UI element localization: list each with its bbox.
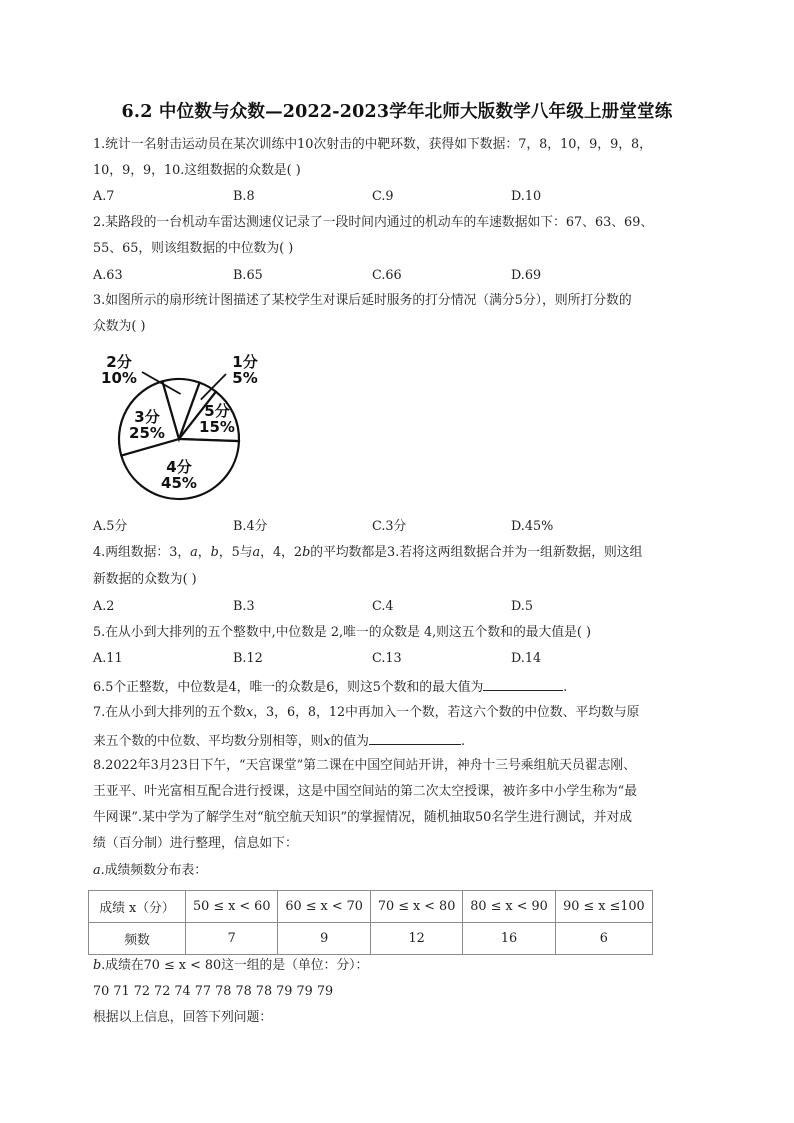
q7-text-a: 7.在从小到大排列的五个数 (93, 705, 246, 720)
q4-text-e: 的平均数都是3.若将这两组数据合并为一组新数据，则这组 (310, 545, 643, 560)
q4-var-a-2: a (252, 545, 261, 560)
q2-option-d: D.69 (511, 268, 542, 283)
table-row (89, 923, 653, 955)
table-header-cell: 成绩 x（分） (89, 891, 186, 923)
table-header-cell: 80 ≤ x < 90 (463, 891, 555, 923)
q4-option-c: C.4 (372, 599, 394, 614)
q5-line1: 5.在从小到大排列的五个整数中,中位数是 2,唯一的众数是 4,则这五个数和的最大值是( ) (93, 625, 591, 640)
q8-line2: 王亚平、叶光富相互配合进行授课，这是中国空间站的第二次太空授课，被许多中小学生称为“最 (93, 784, 638, 799)
pie-slice-percent-5: 10% (101, 369, 137, 387)
pie-slice-label-5: 2分 (106, 353, 132, 371)
q4-option-b: B.3 (233, 599, 255, 614)
q1-line2: 10，9，9，10.这组数据的众数是( ) (93, 163, 301, 178)
table-cell: 6 (555, 923, 652, 955)
q4-text-a: 4.两组数据：3， (93, 545, 191, 560)
pie-slice-label-3: 4分 (166, 458, 192, 476)
q8-prompt: 根据以上信息，回答下列问题： (93, 1010, 273, 1025)
q2-option-c: C.66 (372, 268, 402, 283)
q2-option-b: B.65 (233, 268, 263, 283)
q7-line2 (93, 731, 465, 750)
pie-slice-label-1: 1分 (232, 353, 258, 371)
q4-text-d: ，4，2 (260, 545, 303, 560)
table-cell: 9 (278, 923, 370, 955)
q6-text: 6.5个正整数，中位数是4，唯一的众数是6，则这5个数和的最大值为 (93, 680, 484, 695)
q8-part-b-text: .成绩在70 ≤ x < 80这一组的是（单位：分）： (101, 958, 369, 973)
q1-option-a: A.7 (93, 189, 115, 204)
q5-option-d: D.14 (511, 651, 542, 666)
q2-line1: 2.某路段的一台机动车雷达测速仪记录了一段时间内通过的机动车的车速数据如下：67、63、69、 (93, 215, 654, 230)
q4-option-a: A.2 (93, 599, 115, 614)
q2-line2: 55、65，则该组数据的中位数为( ) (93, 241, 294, 256)
q1-line1: 1.统计一名射击运动员在某次训练中10次射击的中靶环数，获得如下数据：7，8，10，9，9，8， (93, 137, 652, 152)
frequency-table (88, 890, 653, 955)
q4-var-a: a (190, 545, 198, 560)
q1-option-d: D.10 (511, 189, 542, 204)
pie-slice-label-4: 3分 (134, 408, 160, 426)
q5-option-b: B.12 (233, 651, 263, 666)
q7-line1 (93, 705, 639, 721)
pie-slice-label-2: 5分 (204, 402, 230, 420)
q4-line1 (93, 545, 642, 561)
pie-slice-percent-2: 15% (199, 418, 235, 436)
q7-end: . (460, 734, 466, 749)
table-header-cell: 70 ≤ x < 80 (370, 891, 462, 923)
q6-end: . (563, 680, 568, 695)
q8-line3: 牛网课”.某中学为了解学生对“航空航天知识”的掌握情况，随机抽取50名学生进行测试，并对成 (93, 810, 633, 825)
q3-option-a: A.5分 (93, 519, 128, 534)
q6-line (93, 677, 567, 696)
q8-part-a-text: .成绩频数分布表： (100, 863, 208, 878)
table-cell: 7 (186, 923, 278, 955)
table-header-cell: 90 ≤ x ≤100 (555, 891, 652, 923)
table-header-cell: 60 ≤ x < 70 (278, 891, 370, 923)
q5-option-a: A.11 (93, 651, 123, 666)
q7-text-b: ，3，6，8，12中再加入一个数，若这六个数的中位数、平均数与原 (253, 705, 640, 720)
q1-option-b: B.8 (233, 189, 255, 204)
q2-option-a: A.63 (93, 268, 123, 283)
pie-slice-percent-3: 45% (161, 474, 197, 492)
q4-line2: 新数据的众数为( ) (93, 572, 197, 587)
q8-line4: 绩（百分制）进行整理，信息如下： (93, 836, 298, 851)
q7-answer-blank[interactable] (369, 731, 461, 745)
q5-option-c: C.13 (372, 651, 402, 666)
q6-answer-blank[interactable] (483, 677, 563, 691)
q3-option-b: B.4分 (233, 519, 268, 534)
q3-line2: 众数为( ) (93, 319, 146, 334)
q7-var-x: x (245, 705, 254, 720)
score-pie-chart (95, 352, 258, 507)
q1-option-c: C.9 (372, 189, 394, 204)
pie-slice-percent-1: 5% (232, 369, 258, 387)
table-header-cell: 50 ≤ x < 60 (186, 891, 278, 923)
table-cell: 12 (370, 923, 462, 955)
q8-part-b-caption (93, 958, 368, 974)
q3-option-d: D.45% (511, 519, 554, 534)
q3-option-c: C.3分 (372, 519, 407, 534)
q7-var-x-2: x (323, 734, 331, 749)
q8-part-b-letter: b (93, 958, 102, 973)
q8-part-a-caption (93, 863, 207, 879)
table-cell: 16 (463, 923, 555, 955)
q8-line1: 8.2022年3月23日下午，“天宫课堂”第二课在中国空间站开讲，神舟十三号乘组航天员翟志刚、 (93, 758, 636, 773)
q8-scores: 70 71 72 72 74 77 78 78 78 79 79 79 (93, 984, 334, 999)
q4-option-d: D.5 (511, 599, 534, 614)
q4-text-b: ， (197, 545, 211, 560)
q3-line1: 3.如图所示的扇形统计图描述了某校学生对课后延时服务的打分情况（满分5分），则所打分数的 (93, 293, 632, 308)
q4-var-b-2: b (302, 545, 311, 560)
q4-text-c: ，5与 (218, 545, 253, 560)
q7-text-d: 的值为 (330, 734, 369, 749)
table-row-label: 频数 (89, 923, 186, 955)
page-title: 6.2 中位数与众数—2022-2023学年北师大版数学八年级上册堂堂练 (121, 102, 673, 122)
q4-var-b: b (210, 545, 219, 560)
pie-slice-percent-4: 25% (129, 424, 165, 442)
q7-text-c: 来五个数的中位数、平均数分别相等，则 (93, 734, 324, 749)
table-header-row (89, 891, 653, 923)
q8-part-a-letter: a (93, 863, 101, 878)
